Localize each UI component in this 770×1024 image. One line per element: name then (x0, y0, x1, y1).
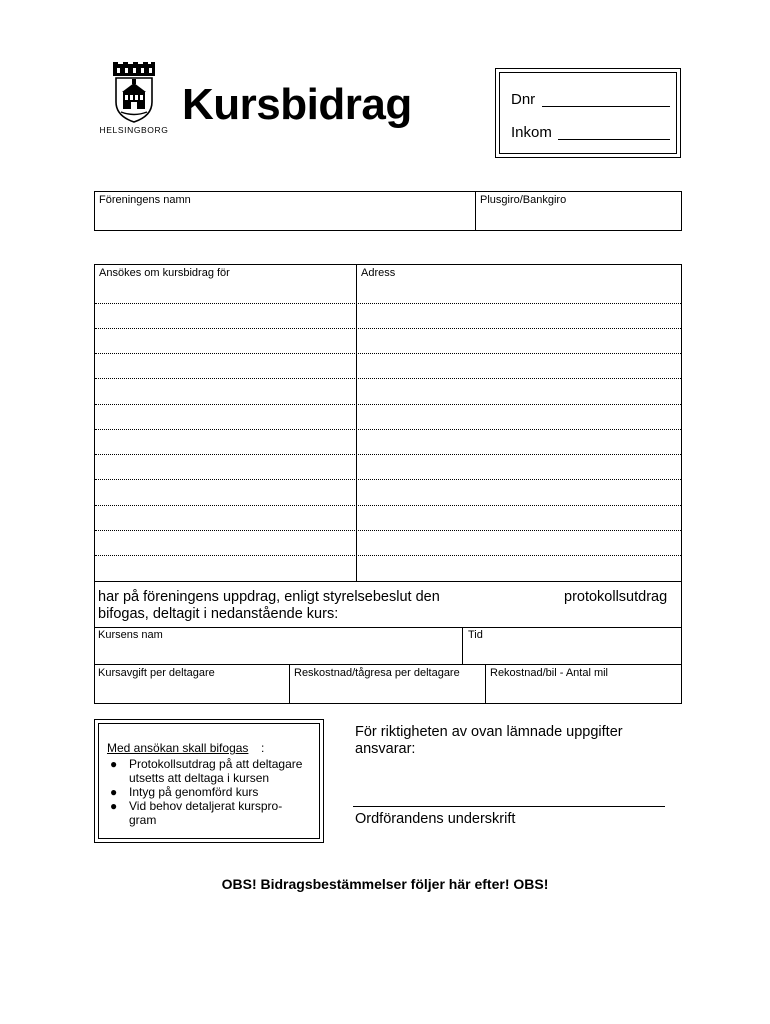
row-line (95, 505, 681, 506)
row-line (95, 454, 681, 455)
giro-field[interactable] (476, 192, 681, 230)
inkom-label: Inkom (511, 124, 552, 141)
applicants-col2-label: Adress (361, 267, 396, 279)
course-section (94, 581, 682, 704)
page-title: Kursbidrag (182, 80, 412, 129)
divider (289, 664, 290, 703)
obs-notice: OBS! Bidragsbestämmelser följer här efter! OBS! (221, 876, 549, 892)
row-line (95, 555, 681, 556)
bullet-icon: ● (110, 757, 118, 771)
divider (95, 627, 681, 628)
signature-label: Ordförandens underskrift (355, 811, 516, 827)
list-item: ● Intyg på genomförd kurs (110, 785, 259, 799)
travel-cost-label: Reskostnad/tågresa per deltagare (294, 667, 460, 679)
attachments-colon: : (261, 741, 265, 755)
row-line (95, 479, 681, 480)
row-line (95, 303, 681, 304)
applicants-col1-label: Ansökes om kursbidrag för (99, 267, 230, 279)
bullet-icon: ● (110, 785, 118, 799)
course-statement-line2: bifogas, deltagit i nedanstående kurs: (98, 606, 339, 622)
organization-box (94, 191, 682, 231)
row-line (95, 353, 681, 354)
org-name-label: Föreningens namn (99, 194, 191, 206)
bullet-icon: ● (110, 799, 118, 813)
list-item: ● Protokollsutdrag på att deltagare utsetts att deltaga i kursen (110, 757, 303, 785)
divider (356, 265, 357, 581)
divider (462, 627, 463, 664)
attachments-list (107, 757, 325, 827)
giro-label: Plusgiro/Bankgiro (480, 194, 567, 206)
inkom-field[interactable] (558, 139, 670, 140)
dnr-field[interactable] (542, 106, 670, 107)
divider (95, 664, 681, 665)
row-line (95, 328, 681, 329)
row-line (95, 404, 681, 405)
course-statement-line1: har på föreningens uppdrag, enligt styrelsebeslut den (98, 589, 440, 605)
registration-box (495, 68, 681, 158)
protokoll-label: protokollsutdrag (564, 589, 668, 605)
attachments-box (94, 719, 324, 843)
attachments-heading: Med ansökan skall bifogas (107, 741, 249, 755)
signature-field[interactable] (353, 806, 665, 807)
logo-text: HELSINGBORG (99, 125, 169, 135)
course-time-label: Tid (468, 629, 483, 641)
row-line (95, 530, 681, 531)
course-name-label: Kursens nam (98, 629, 163, 641)
applicants-table (94, 264, 682, 582)
car-cost-label: Rekostnad/bil - Antal mil (490, 667, 608, 679)
dnr-label: Dnr (511, 91, 536, 108)
responsible-line2: ansvarar: (355, 741, 416, 757)
row-line (95, 429, 681, 430)
divider (485, 664, 486, 703)
list-item: ● Vid behov detaljerat kurspro-gram (110, 799, 283, 827)
org-name-field[interactable] (95, 192, 475, 230)
responsible-line1: För riktigheten av ovan lämnade uppgifter (355, 724, 623, 740)
course-fee-label: Kursavgift per deltagare (98, 667, 215, 679)
row-line (95, 378, 681, 379)
